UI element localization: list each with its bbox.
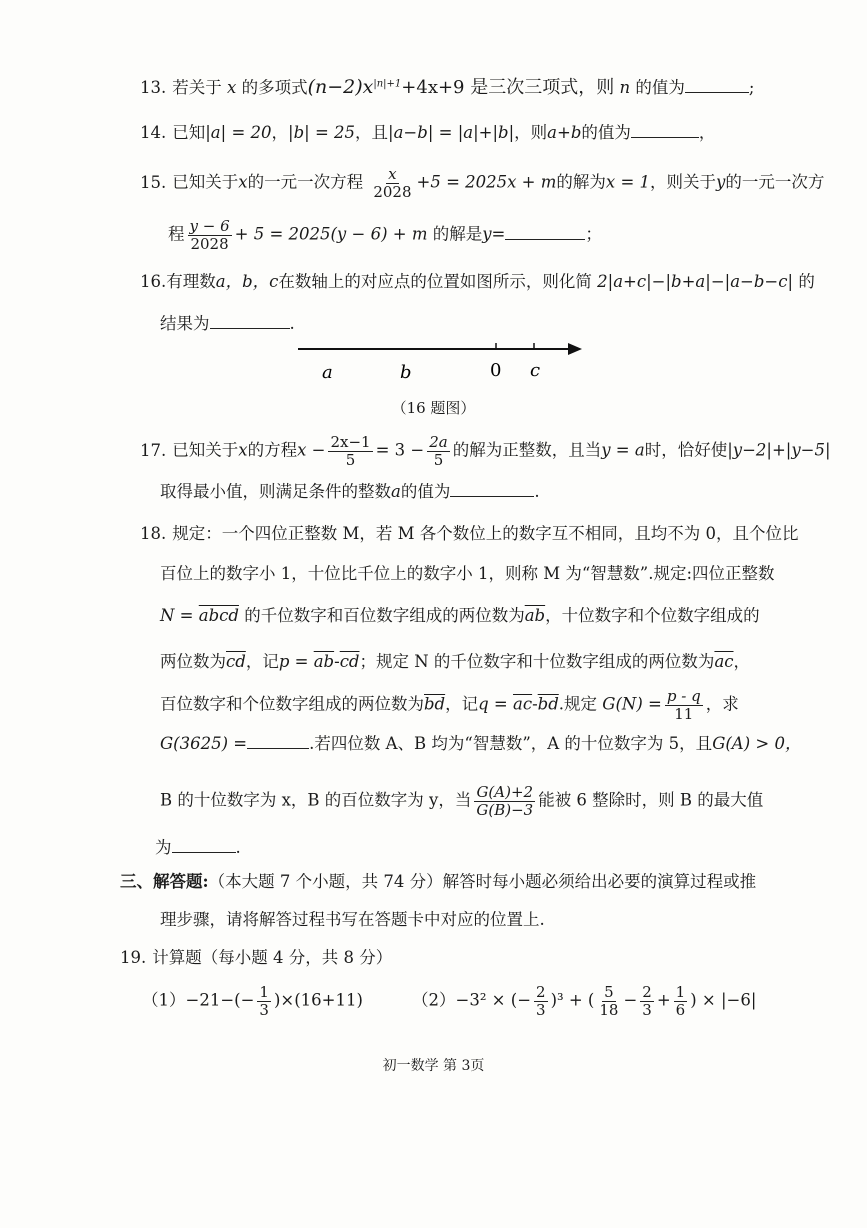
numerator: 2 — [536, 983, 546, 1001]
denominator: G(B)−3 — [476, 800, 534, 819]
var-x: x — [238, 440, 248, 460]
numerator: 1 — [259, 983, 269, 1001]
denominator: 11 — [674, 704, 694, 723]
fraction — [188, 218, 232, 252]
numerator: p - q — [666, 687, 701, 705]
text: . — [534, 482, 540, 501]
expr: )×(16+11) — [273, 990, 363, 1010]
denominator: 6 — [675, 1000, 686, 1019]
question-number: 14. — [140, 123, 167, 142]
text: .规定 — [558, 694, 598, 714]
condition-b: |b| = 25 — [288, 123, 356, 142]
question-15-line1 — [140, 166, 824, 200]
text: ; — [748, 78, 755, 97]
question-17-line2 — [160, 482, 540, 502]
equation: + 5 = 2025(y − 6) + m — [234, 224, 428, 244]
text: 在数轴上的对应点的位置如图所示，则化简 — [278, 272, 592, 291]
text: G(3625) = — [160, 734, 248, 753]
text: ，且 — [355, 123, 389, 142]
question-19-part1 — [142, 984, 363, 1018]
text: 程 — [168, 224, 185, 244]
text: ， — [271, 123, 289, 142]
answer-blank[interactable] — [631, 136, 699, 138]
question-18-line4: 两位数为$\overline{cd}$，记$p = \overline{ab}-\overline{cd}$；规定 N 的千位数字和十位数字组成的两位数为$\overline{ac}$， — [160, 652, 751, 671]
text: 两位数为 — [160, 652, 226, 671]
text: 的值为 — [581, 123, 631, 142]
fraction — [674, 984, 688, 1018]
text: p = — [278, 652, 309, 671]
var-x: x — [238, 172, 248, 192]
arrow-head-icon — [568, 343, 582, 355]
text: 的解为正整数，且当 — [452, 440, 602, 460]
text: 已知关于 — [172, 440, 239, 460]
overline-number: $\overline{ac}$ — [714, 652, 734, 671]
text: ，则 — [514, 123, 548, 142]
question-number: 13. — [140, 78, 167, 97]
overline-number: $\overline{ac}$ — [513, 694, 533, 714]
denominator: 2028 — [190, 234, 229, 253]
question-14 — [140, 123, 715, 143]
text: 为 — [155, 838, 172, 857]
question-number: 16. — [140, 272, 167, 291]
text: +4x+9 是三次三项式，则 — [401, 77, 615, 98]
text: . — [235, 838, 241, 857]
solution: x = 1 — [605, 172, 651, 192]
text: ； — [585, 224, 602, 244]
text: 的解是 — [432, 224, 483, 244]
question-19-part2 — [412, 984, 756, 1018]
question-number: 15. — [140, 172, 167, 192]
text: q = — [478, 694, 508, 714]
fraction — [371, 166, 413, 200]
label-c: c — [530, 360, 541, 381]
text: 的千位数字和百位数字组成的两位数为 — [244, 606, 525, 625]
expr: )³ + ( — [550, 990, 595, 1010]
fraction — [597, 984, 620, 1018]
expr: −3² × (− — [455, 990, 532, 1010]
question-18-line3 — [160, 606, 760, 626]
question-number: 17. — [140, 440, 167, 460]
text: B 的十位数字为 x，B 的百位数字为 y，当 — [160, 790, 472, 810]
text: ，记 — [445, 694, 479, 714]
answer-blank[interactable] — [172, 851, 236, 853]
label-a: a — [322, 362, 333, 383]
numerator: y − 6 — [189, 217, 230, 235]
denominator: 3 — [536, 1000, 546, 1019]
overline-number: $\overline{cd}$ — [226, 652, 246, 671]
text: 取得最小值，则满足条件的整数 — [160, 482, 391, 501]
part-label: （2） — [412, 990, 456, 1010]
equation-part: x − — [297, 440, 326, 460]
answer-blank[interactable] — [247, 747, 309, 749]
question-15-line2 — [168, 218, 602, 252]
question-19-header — [120, 948, 392, 968]
text: 时，恰好使 — [644, 440, 728, 460]
expr: ) × |−6| — [690, 990, 757, 1010]
denominator: 5 — [433, 450, 444, 469]
equation: +5 = 2025x + m — [416, 172, 557, 192]
section-3-line2 — [160, 910, 545, 930]
part-label: （1） — [142, 990, 186, 1010]
answer-blank[interactable] — [505, 238, 585, 240]
answer-blank[interactable] — [450, 495, 534, 497]
question-18-line6 — [160, 734, 801, 754]
overline-number: $\overline{ab}$ — [524, 606, 546, 625]
denominator: 5 — [345, 450, 356, 469]
number-line-figure — [290, 336, 590, 386]
question-16-line2 — [160, 314, 295, 334]
text: 的方程 — [247, 440, 298, 460]
answer-blank[interactable] — [685, 91, 749, 93]
question-16-line1 — [140, 272, 815, 292]
denominator: 2028 — [373, 182, 412, 201]
fraction — [665, 688, 703, 722]
var-n: n — [619, 78, 631, 97]
question-18-line1 — [140, 524, 799, 544]
text: N = — [160, 606, 194, 625]
figure-caption: （16 题图） — [391, 399, 476, 417]
question-18-line2 — [160, 564, 775, 584]
label-zero: 0 — [490, 360, 502, 381]
numerator: G(A)+2 — [476, 783, 534, 801]
text: ， — [733, 652, 751, 671]
overline-number: $\overline{cd}$ — [339, 652, 360, 671]
text: 的解为 — [556, 172, 606, 192]
text: 百位数字和个位数字组成的两位数为 — [160, 694, 424, 714]
question-17-line1 — [140, 434, 831, 468]
equation-part: = 3 − — [375, 440, 425, 460]
overline-number: abcd — [198, 606, 239, 625]
question-13 — [140, 76, 754, 99]
text: ， — [698, 123, 716, 142]
text: ；规定 N 的千位数字和十位数字组成的两位数为 — [359, 652, 715, 671]
section-3-header — [120, 872, 756, 892]
question-number: 18. — [140, 524, 167, 543]
text: 的值为 — [635, 78, 685, 97]
answer-label: y= — [482, 224, 506, 244]
fraction — [427, 434, 450, 468]
fraction — [328, 434, 372, 468]
section-title: 三、解答题: — [120, 872, 209, 891]
condition: |a−b| = |a|+|b| — [388, 123, 515, 142]
expression: 2|a+c|−|b+a|−|a−b−c| — [597, 272, 794, 291]
condition: y = a — [601, 440, 645, 460]
fraction — [640, 984, 654, 1018]
expr: + — [656, 990, 671, 1010]
text: 的一元一次方程 — [247, 172, 364, 192]
text: 有理数 — [166, 272, 216, 291]
polynomial: (n−2)x — [307, 76, 374, 98]
numerator: 5 — [604, 983, 614, 1001]
text: 若关于 — [172, 78, 222, 97]
text: ，记 — [245, 652, 279, 671]
fraction — [257, 984, 271, 1018]
text: 结果为 — [160, 314, 210, 333]
condition-a: |a| = 20 — [205, 123, 272, 142]
overline-number: $\overline{ab}$ — [313, 652, 335, 671]
text: ，则关于 — [650, 172, 717, 192]
question-18-line7 — [160, 784, 763, 818]
text: 已知关于 — [172, 172, 239, 192]
label-b: b — [400, 362, 412, 383]
numerator: 2x−1 — [330, 433, 371, 451]
text: 的值为 — [400, 482, 451, 501]
expr: −21−(− — [185, 990, 255, 1010]
text: 的一元一次方 — [725, 172, 825, 192]
text: 能被 6 整除时，则 B 的最大值 — [538, 790, 764, 810]
denominator: 3 — [259, 1000, 269, 1019]
numerator: 2 — [642, 983, 652, 1001]
answer-blank[interactable] — [210, 327, 290, 329]
fraction — [534, 984, 548, 1018]
var-a: a — [391, 482, 401, 501]
text: . — [289, 314, 295, 333]
question-18-line5: 百位数字和个位数字组成的两位数为$\overline{bd}$，记$q = \overline{ac}-\overline{bd}$.规定 G(N) = $\frac{p - q}{11}$ ，求 — [160, 687, 739, 723]
question-18-line8 — [155, 838, 241, 858]
expression: |y−2|+|y−5| — [727, 440, 831, 460]
text: （本大题 7 个小题，共 74 分）解答时每小题必须给出必要的演算过程或推 — [208, 872, 757, 891]
var-y: y — [716, 172, 726, 192]
text: 已知 — [172, 123, 206, 142]
text: ，十位数字和个位数字组成的 — [545, 606, 760, 625]
text: 的 — [798, 272, 815, 291]
text: 的多项式 — [241, 78, 308, 97]
denominator: 3 — [642, 1000, 652, 1019]
numerator: 2a — [429, 433, 448, 451]
numerator: x — [388, 165, 397, 183]
vars: a，b，c — [215, 272, 279, 291]
overline-number: $\overline{bd}$ — [537, 694, 559, 714]
question-number: 19. — [120, 948, 147, 967]
text: G(A) > 0， — [712, 734, 802, 753]
fraction — [474, 784, 535, 818]
text: 计算题（每小题 4 分，共 8 分） — [152, 948, 393, 967]
exponent: |n|+1 — [373, 78, 402, 90]
overline-number: $\overline{bd}$ — [424, 694, 446, 714]
text: ，求 — [705, 694, 739, 714]
numerator: 1 — [675, 983, 686, 1001]
expr: − — [623, 990, 638, 1010]
expr: a+b — [547, 123, 582, 142]
text: 百位上的数字小 1，十位比千位上的数字小 1，则称 M 为“智慧数”.规定:四位正整数 — [160, 564, 775, 583]
text: G(N) = — [602, 694, 662, 714]
page-footer: 初一数学 第 3页 — [382, 1058, 485, 1074]
var-x: x — [227, 78, 237, 97]
text: 理步骤，请将解答过程书写在答题卡中对应的位置上. — [160, 910, 545, 929]
denominator: 18 — [599, 1000, 619, 1019]
text: 规定：一个四位正整数 M，若 M 各个数位上的数字互不相同，且均不为 0，且个位比 — [172, 524, 799, 543]
text: .若四位数 A、B 均为“智慧数”，A 的十位数字为 5，且 — [309, 734, 713, 753]
